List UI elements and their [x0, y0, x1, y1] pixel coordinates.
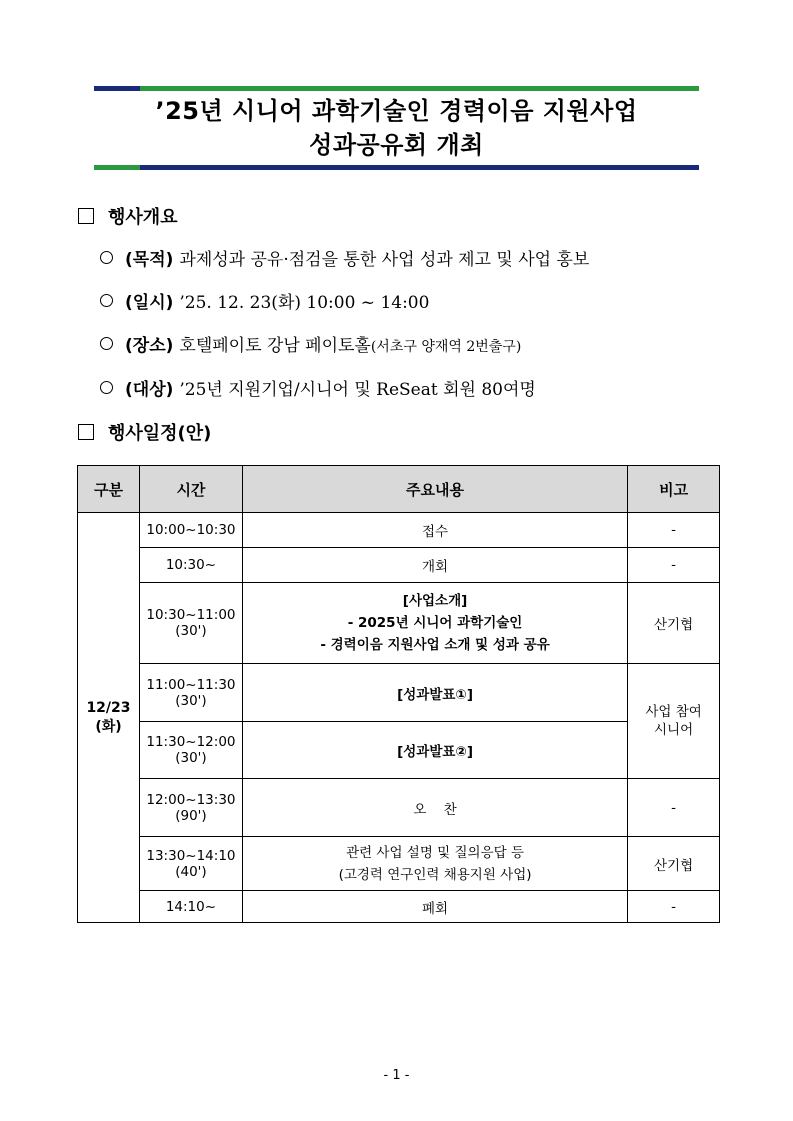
title-top-bar: [94, 86, 699, 91]
page-number: - 1 -: [383, 1068, 410, 1083]
table-row: [78, 722, 720, 779]
note-cell: 산기협: [628, 583, 720, 664]
circle-bullet-icon: [100, 337, 113, 350]
section-schedule-heading: 행사일정(안): [78, 419, 211, 445]
time-cell: 10:30~11:00 (30'): [139, 583, 242, 664]
table-header-row: [78, 466, 720, 513]
time-cell: 13:30~14:10 (40'): [139, 837, 242, 891]
square-bullet-icon: [78, 208, 94, 224]
note-cell: -: [628, 548, 720, 583]
title-line-2: 성과공유회 개최: [309, 131, 484, 159]
table-row: [78, 779, 720, 837]
header-time: 시간: [139, 466, 242, 513]
content-cell: [성과발표①]: [242, 664, 627, 722]
time-cell: 11:00~11:30 (30'): [139, 664, 242, 722]
table-row: [78, 548, 720, 583]
time-cell: 11:30~12:00 (30'): [139, 722, 242, 779]
circle-bullet-icon: [100, 381, 113, 394]
header-content: 주요내용: [242, 466, 627, 513]
note-cell: -: [628, 779, 720, 837]
content-cell: 관련 사업 설명 및 질의응답 등 (고경력 연구인력 채용지원 사업): [242, 837, 627, 891]
table-row: [78, 583, 720, 664]
title-block: [94, 86, 699, 170]
time-cell: 10:30~: [139, 548, 242, 583]
header-note: 비고: [628, 466, 720, 513]
circle-bullet-icon: [100, 251, 113, 264]
table-row: [78, 664, 720, 722]
content-cell: 접수: [242, 513, 627, 548]
table-row: [78, 891, 720, 923]
schedule-table: [77, 465, 720, 923]
overview-item-datetime: (일시) ’25. 12. 23(화) 10:00 ~ 14:00: [100, 288, 429, 313]
header-category: 구분: [78, 466, 140, 513]
content-cell: 개회: [242, 548, 627, 583]
table-row: [78, 837, 720, 891]
circle-bullet-icon: [100, 294, 113, 307]
content-cell: [성과발표②]: [242, 722, 627, 779]
content-cell: 폐회: [242, 891, 627, 923]
time-cell: 14:10~: [139, 891, 242, 923]
section-overview-heading: 행사개요: [78, 203, 178, 229]
overview-item-venue: (장소) 호텔페이토 강남 페이토홀(서초구 양재역 2번출구): [100, 331, 521, 356]
time-cell: 12:00~13:30 (90'): [139, 779, 242, 837]
content-cell: [사업소개] - 2025년 시니어 과학기술인 - 경력이음 지원사업 소개 및 성과 공유: [242, 583, 627, 664]
title-bottom-bar: [94, 165, 699, 170]
note-cell: -: [628, 891, 720, 923]
document-title: [94, 94, 699, 162]
note-cell: -: [628, 513, 720, 548]
content-cell: 오 찬: [242, 779, 627, 837]
title-line-1: ’25년 시니어 과학기술인 경력이음 지원사업: [155, 97, 638, 125]
table-row: [78, 513, 720, 548]
note-cell: 사업 참여 시니어: [628, 664, 720, 779]
note-cell: 산기협: [628, 837, 720, 891]
time-cell: 10:00~10:30: [139, 513, 242, 548]
overview-item-target: (대상) ’25년 지원기업/시니어 및 ReSeat 회원 80여명: [100, 375, 536, 400]
square-bullet-icon: [78, 424, 94, 440]
date-cell: 12/23 (화): [78, 513, 140, 923]
overview-item-purpose: (목적) 과제성과 공유·점검을 통한 사업 성과 제고 및 사업 홍보: [100, 245, 589, 270]
